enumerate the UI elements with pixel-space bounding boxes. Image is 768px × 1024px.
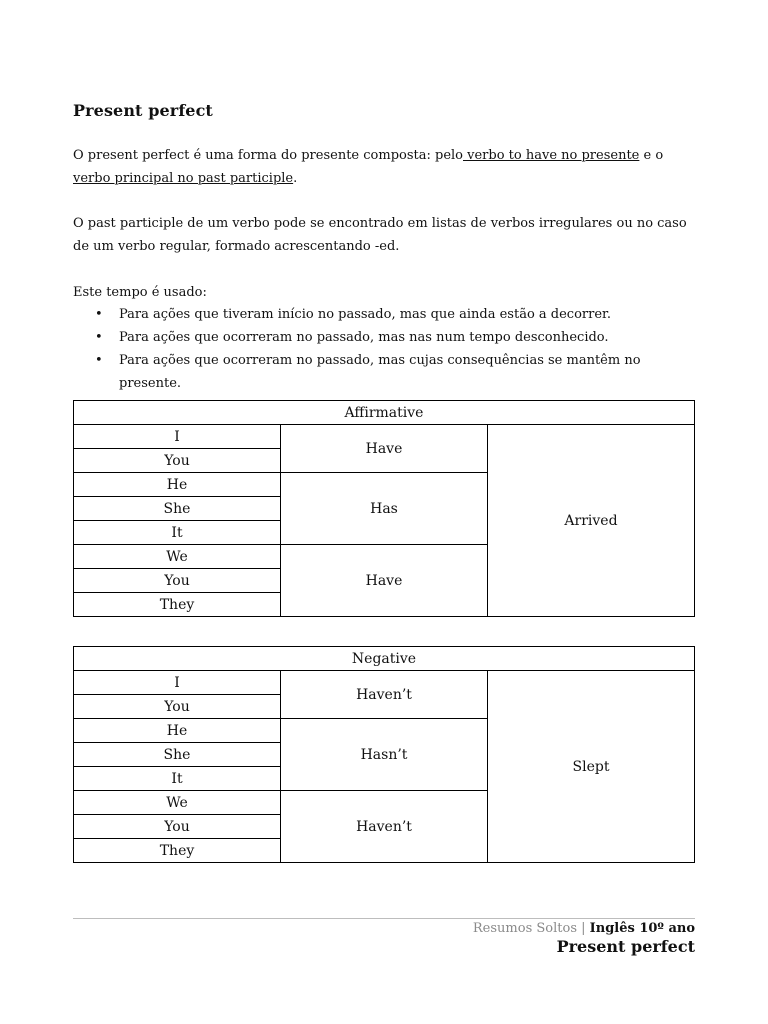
participle-cell: Slept — [488, 671, 695, 863]
pronoun-cell: You — [74, 569, 281, 593]
usage-item — [73, 326, 695, 349]
intro-period: . — [293, 171, 298, 186]
pronoun-cell: He — [74, 473, 281, 497]
pronoun-cell: They — [74, 593, 281, 617]
pronoun-cell: You — [74, 449, 281, 473]
pronoun-cell: She — [74, 497, 281, 521]
underlined-phrase-have: verbo to have no presente — [463, 148, 640, 163]
participle-cell: Arrived — [488, 425, 695, 617]
pronoun-cell: They — [74, 839, 281, 863]
usage-item — [73, 349, 695, 395]
intro-text: O present perfect é uma forma do presente composta: pelo — [73, 148, 463, 163]
pronoun-cell: It — [74, 767, 281, 791]
bullet-icon: • — [95, 353, 103, 368]
pronoun-cell: You — [74, 695, 281, 719]
usage-heading: Este tempo é usado: — [73, 285, 207, 300]
usage-item — [73, 303, 695, 326]
pronoun-cell: It — [74, 521, 281, 545]
pronoun-cell: We — [74, 545, 281, 569]
auxiliary-cell: Has — [281, 473, 488, 545]
pronoun-cell: She — [74, 743, 281, 767]
bullet-icon: • — [95, 330, 103, 345]
footer-source: Resumos Soltos — [472, 921, 577, 936]
table-header: Negative — [74, 647, 695, 671]
footer-separator: | — [577, 921, 590, 936]
auxiliary-cell: Have — [281, 545, 488, 617]
footer-divider — [73, 918, 695, 919]
auxiliary-cell: Hasn’t — [281, 719, 488, 791]
pronoun-cell: I — [74, 425, 281, 449]
usage-item-text: Para ações que ocorreram no passado, mas nas num tempo desconhecido. — [119, 330, 609, 345]
auxiliary-cell: Have — [281, 425, 488, 473]
negative-table — [73, 646, 695, 863]
pronoun-cell: We — [74, 791, 281, 815]
page-title: Present perfect — [73, 101, 213, 120]
underlined-phrase-participle: verbo principal no past participle — [73, 171, 294, 186]
pronoun-cell: You — [74, 815, 281, 839]
bullet-icon: • — [95, 307, 103, 322]
footer-source-line — [473, 920, 695, 938]
past-participle-paragraph: O past participle de um verbo pode se encontrado em listas de verbos irregulares ou no caso de um verbo regular, formado acrescentando -ed. — [73, 216, 687, 254]
usage-list — [73, 303, 695, 395]
auxiliary-cell: Haven’t — [281, 791, 488, 863]
usage-item-text: Para ações que ocorreram no passado, mas cujas consequências se mantêm no presente. — [119, 353, 641, 391]
page-footer — [473, 920, 695, 956]
footer-title: Present perfect — [556, 937, 695, 956]
table-header: Affirmative — [74, 401, 695, 425]
intro-paragraph — [73, 144, 695, 190]
auxiliary-cell: Haven’t — [281, 671, 488, 719]
intro-connector: e o — [639, 148, 664, 163]
usage-item-text: Para ações que tiveram início no passado, mas que ainda estão a decorrer. — [119, 307, 611, 322]
footer-subject: Inglês 10º ano — [589, 921, 695, 936]
pronoun-cell: I — [74, 671, 281, 695]
pronoun-cell: He — [74, 719, 281, 743]
affirmative-table — [73, 400, 695, 617]
